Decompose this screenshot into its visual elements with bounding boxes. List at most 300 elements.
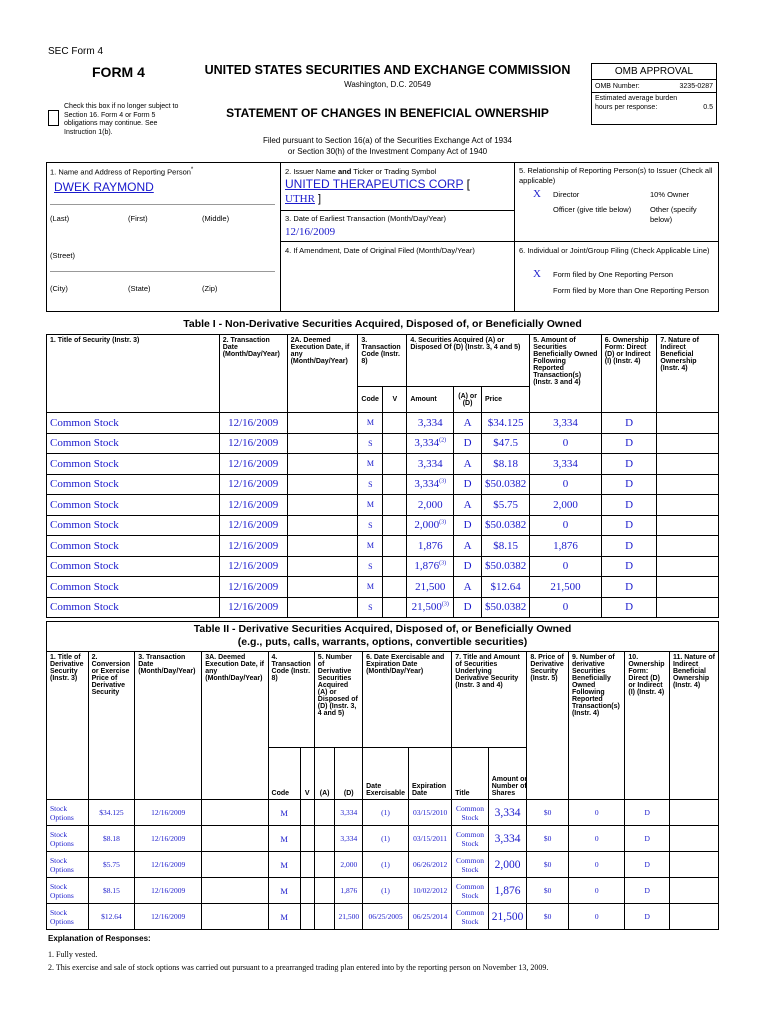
derivatives-owned: 0 <box>568 878 624 904</box>
t2-v: V <box>300 748 314 800</box>
owned-following: 1,876 <box>530 536 602 557</box>
table-row <box>47 433 719 454</box>
amount-cell <box>407 454 454 475</box>
footnote-ref: (3) <box>439 519 447 526</box>
amount-cell <box>407 474 454 495</box>
v-flag <box>300 878 314 904</box>
last-label: (Last) <box>50 214 70 223</box>
v-flag <box>383 454 407 475</box>
transaction-code: S <box>358 515 383 536</box>
nature-indirect <box>669 826 718 852</box>
deemed-date <box>287 454 358 475</box>
acquired <box>314 800 335 826</box>
footnote-ref: (3) <box>439 560 447 567</box>
t1-h2: 2. Transaction Date (Month/Day/Year) <box>219 335 287 413</box>
t1-amount: Amount <box>407 387 454 413</box>
footnote-ref: (2) <box>439 437 447 444</box>
amount: 21,500 <box>411 601 442 614</box>
expiration-date: 06/25/2014 <box>408 904 451 930</box>
ticker-symbol[interactable]: UTHR <box>285 193 315 205</box>
security-title: Common Stock <box>47 495 220 516</box>
derivatives-owned: 0 <box>568 800 624 826</box>
acquired-disposed: D <box>454 597 482 618</box>
derivatives-owned: 0 <box>568 826 624 852</box>
table-row <box>47 800 719 826</box>
transaction-date: 12/16/2009 <box>135 878 202 904</box>
acquired <box>314 826 335 852</box>
nature-indirect <box>657 556 719 577</box>
derivative-price: $0 <box>527 878 569 904</box>
deemed-date <box>202 852 268 878</box>
date-exercisable: (1) <box>363 852 409 878</box>
transaction-code: M <box>268 904 300 930</box>
underlying-title: Common Stock <box>452 800 488 826</box>
underlying-shares: 2,000 <box>488 852 527 878</box>
t2-h4: 4. Transaction Code (Instr. 8) <box>268 652 314 748</box>
nature-indirect <box>657 597 719 618</box>
security-title: Common Stock <box>47 597 220 618</box>
amount: 21,500 <box>415 580 446 593</box>
security-title: Common Stock <box>47 433 220 454</box>
acquired <box>314 878 335 904</box>
price: $12.64 <box>481 577 529 598</box>
exercise-price: $34.125 <box>88 800 135 826</box>
owned-following: 0 <box>530 597 602 618</box>
explanation-title: Explanation of Responses: <box>48 934 151 943</box>
box4-label: 4. If Amendment, Date of Original Filed (Month/Day/Year) <box>285 246 475 255</box>
ownership-form: D <box>625 852 670 878</box>
t2-amt-shares: Amount or Number of Shares <box>488 748 527 800</box>
derivative-title: Stock Options <box>47 800 89 826</box>
nature-indirect <box>669 904 718 930</box>
deemed-date <box>287 413 358 434</box>
t2-date-ex: Date Exercisable <box>363 748 409 800</box>
transaction-code: M <box>358 536 383 557</box>
nature-indirect <box>669 852 718 878</box>
t1-price: Price <box>481 387 529 413</box>
derivative-title: Stock Options <box>47 878 89 904</box>
exercise-price: $5.75 <box>88 852 135 878</box>
transaction-date: 12/16/2009 <box>219 577 287 598</box>
price: $34.125 <box>481 413 529 434</box>
deemed-date <box>202 800 268 826</box>
v-flag <box>300 800 314 826</box>
acquired-disposed: A <box>454 413 482 434</box>
amount-cell <box>407 577 454 598</box>
ownership-form: D <box>601 495 657 516</box>
amount-cell <box>407 495 454 516</box>
city-label: (City) <box>50 284 68 293</box>
disposed: 1,876 <box>335 878 363 904</box>
omb-number-label: OMB Number: <box>595 83 640 90</box>
date-exercisable: (1) <box>363 800 409 826</box>
footnote-ref: (3) <box>441 601 449 608</box>
underlying-title: Common Stock <box>452 852 488 878</box>
derivative-title: Stock Options <box>47 826 89 852</box>
owned-following: 0 <box>530 433 602 454</box>
amount: 3,334 <box>417 457 443 470</box>
derivatives-owned: 0 <box>568 904 624 930</box>
ownership-form: D <box>625 826 670 852</box>
issuer-name[interactable]: UNITED THERAPEUTICS CORP <box>285 177 464 191</box>
security-title: Common Stock <box>47 556 220 577</box>
form-title: FORM 4 <box>92 64 145 80</box>
transaction-code: S <box>358 556 383 577</box>
table-row <box>47 826 719 852</box>
amount-cell <box>407 413 454 434</box>
transaction-date: 12/16/2009 <box>135 800 202 826</box>
price: $8.15 <box>481 536 529 557</box>
ownership-form: D <box>601 577 657 598</box>
transaction-date: 12/16/2009 <box>219 454 287 475</box>
box2-label: 2. Issuer Name and Ticker or Trading Symbol <box>285 167 437 176</box>
price: $8.18 <box>481 454 529 475</box>
transaction-date: 12/16/2009 <box>219 515 287 536</box>
v-flag <box>383 536 407 557</box>
t1-h2a: 2A. Deemed Execution Date, if any (Month/Day/Year) <box>287 335 358 413</box>
ownership-form: D <box>625 878 670 904</box>
director-check[interactable]: X <box>533 188 541 200</box>
disposed: 3,334 <box>335 826 363 852</box>
transaction-date: 12/16/2009 <box>219 556 287 577</box>
t2-h1: 1. Title of Derivative Security (Instr. 3) <box>47 652 89 800</box>
amount: 3,334 <box>414 437 440 450</box>
ownership-form: D <box>625 800 670 826</box>
table-row <box>47 536 719 557</box>
t1-h6: 6. Ownership Form: Direct (D) or Indirect (I) (Instr. 4) <box>601 335 657 413</box>
security-title: Common Stock <box>47 515 220 536</box>
more-persons-label: Form filed by More than One Reporting Person <box>553 286 709 295</box>
table-row <box>47 474 719 495</box>
deemed-date <box>287 536 358 557</box>
table-row <box>47 556 719 577</box>
deemed-date <box>287 577 358 598</box>
acquired-disposed: A <box>454 495 482 516</box>
amount-cell <box>407 597 454 618</box>
deemed-date <box>287 556 358 577</box>
statement-title: STATEMENT OF CHANGES IN BENEFICIAL OWNERSHIP <box>226 106 549 120</box>
non-derivative-table <box>46 334 719 618</box>
nature-indirect <box>657 536 719 557</box>
hours-value: 0.5 <box>703 104 713 111</box>
underlying-shares: 3,334 <box>488 800 527 826</box>
expiration-date: 03/15/2010 <box>408 800 451 826</box>
transaction-code: S <box>358 474 383 495</box>
amount: 1,876 <box>414 560 440 573</box>
deemed-date <box>287 515 358 536</box>
t2-h10: 10. Ownership Form: Direct (D) or Indirect (I) (Instr. 4) <box>625 652 670 800</box>
t2-h6: 6. Date Exercisable and Expiration Date (Month/Day/Year) <box>363 652 452 748</box>
nature-indirect <box>669 878 718 904</box>
amount: 2,000 <box>417 498 443 511</box>
derivative-price: $0 <box>527 904 569 930</box>
transaction-date: 12/16/2009 <box>135 852 202 878</box>
acquired-disposed: D <box>454 556 482 577</box>
footnote-ref: (3) <box>439 478 447 485</box>
burden-label: Estimated average burden <box>595 95 678 102</box>
v-flag <box>383 413 407 434</box>
derivative-price: $0 <box>527 800 569 826</box>
table-row <box>47 413 719 434</box>
expiration-date: 03/15/2011 <box>408 826 451 852</box>
sec-form-label: SEC Form 4 <box>48 46 104 57</box>
underlying-title: Common Stock <box>452 904 488 930</box>
state-label: (State) <box>128 284 151 293</box>
deemed-date <box>287 495 358 516</box>
exercise-price: $12.64 <box>88 904 135 930</box>
amount-cell <box>407 556 454 577</box>
owned-following: 0 <box>530 556 602 577</box>
omb-approval-box <box>591 63 717 125</box>
table-row <box>47 454 719 475</box>
acquired-disposed: A <box>454 454 482 475</box>
no-longer-subject-checkbox[interactable] <box>48 110 59 126</box>
date-exercisable: 06/25/2005 <box>363 904 409 930</box>
transaction-date: 12/16/2009 <box>219 597 287 618</box>
omb-title: OMB APPROVAL <box>592 64 716 80</box>
amount: 3,334 <box>414 478 440 491</box>
table2-title: Table II - Derivative Securities Acquired, Disposed of, or Beneficially Owned <box>193 623 572 635</box>
t2-h8: 8. Price of Derivative Security (Instr. 5) <box>527 652 569 800</box>
acquired-disposed: D <box>454 433 482 454</box>
transaction-date: 12/16/2009 <box>135 826 202 852</box>
t2-d: (D) <box>335 748 363 800</box>
table-row <box>47 495 719 516</box>
t2-h3a: 3A. Deemed Execution Date, if any (Month/Day/Year) <box>202 652 268 800</box>
acquired-disposed: D <box>454 474 482 495</box>
nature-indirect <box>669 800 718 826</box>
underlying-title: Common Stock <box>452 826 488 852</box>
v-flag <box>383 495 407 516</box>
zip-label: (Zip) <box>202 284 218 293</box>
one-person-check[interactable]: X <box>533 268 541 280</box>
owned-following: 21,500 <box>530 577 602 598</box>
underlying-shares: 1,876 <box>488 878 527 904</box>
checkbox-instructions: Check this box if no longer subject to Section 16. Form 4 or Form 5 obligations may continue. See Instruction 1(b). <box>64 103 179 136</box>
commission-location: Washington, D.C. 20549 <box>344 80 431 89</box>
t2-h3: 3. Transaction Date (Month/Day/Year) <box>135 652 202 800</box>
deemed-date <box>202 904 268 930</box>
one-person-label: Form filed by One Reporting Person <box>553 270 674 279</box>
acquired-disposed: A <box>454 536 482 557</box>
nature-indirect <box>657 413 719 434</box>
exercise-price: $8.18 <box>88 826 135 852</box>
transaction-date: 12/16/2009 <box>219 536 287 557</box>
amount-cell <box>407 536 454 557</box>
underlying-shares: 3,334 <box>488 826 527 852</box>
acquired-disposed: D <box>454 515 482 536</box>
price: $50.0382 <box>481 597 529 618</box>
transaction-code: M <box>358 454 383 475</box>
ownership-form: D <box>601 474 657 495</box>
owned-following: 0 <box>530 474 602 495</box>
owned-following: 3,334 <box>530 413 602 434</box>
date-exercisable: (1) <box>363 826 409 852</box>
price: $47.5 <box>481 433 529 454</box>
hours-label: hours per response: <box>595 104 658 111</box>
table-row <box>47 904 719 930</box>
table-row <box>47 852 719 878</box>
director-label: Director <box>553 190 580 199</box>
ownership-form: D <box>601 433 657 454</box>
t2-title: Title <box>452 748 488 800</box>
v-flag <box>300 904 314 930</box>
reporting-person-name[interactable]: DWEK RAYMOND <box>54 180 154 194</box>
t1-code: Code <box>358 387 383 413</box>
box5-label: 5. Relationship of Reporting Person(s) to Issuer (Check all applicable) <box>519 166 713 185</box>
ownership-form: D <box>601 556 657 577</box>
t2-code: Code <box>268 748 300 800</box>
amount-cell <box>407 433 454 454</box>
derivative-table <box>46 651 719 930</box>
t2-h7: 7. Title and Amount of Securities Underlying Derivative Security (Instr. 3 and 4) <box>452 652 527 748</box>
disposed: 3,334 <box>335 800 363 826</box>
t1-h4: 4. Securities Acquired (A) or Disposed Of (D) (Instr. 3, 4 and 5) <box>407 335 530 387</box>
owned-following: 0 <box>530 515 602 536</box>
t1-h5: 5. Amount of Securities Beneficially Owned Following Reported Transaction(s) (Instr. 3 and 4) <box>530 335 602 413</box>
filed-pursuant-line2: or Section 30(h) of the Investment Company Act of 1940 <box>287 147 488 156</box>
expiration-date: 10/02/2012 <box>408 878 451 904</box>
v-flag <box>383 433 407 454</box>
ownership-form: D <box>625 904 670 930</box>
officer-label: Officer (give title below) <box>553 205 632 214</box>
footnote-1: 1. Fully vested. <box>48 950 98 959</box>
v-flag <box>383 515 407 536</box>
price: $5.75 <box>481 495 529 516</box>
date-exercisable: (1) <box>363 878 409 904</box>
other-label: Other (specify below) <box>650 205 697 224</box>
nature-indirect <box>657 515 719 536</box>
v-flag <box>300 826 314 852</box>
t2-h9: 9. Number of derivative Securities Beneficially Owned Following Reported Transaction(s) (Instr. 4) <box>568 652 624 800</box>
t2-h5: 5. Number of Derivative Securities Acquired (A) or Disposed of (D) (Instr. 3, 4 and 5) <box>314 652 362 748</box>
t2-exp: Expiration Date <box>408 748 451 800</box>
commission-title: UNITED STATES SECURITIES AND EXCHANGE COMMISSION <box>204 63 571 77</box>
nature-indirect <box>657 474 719 495</box>
security-title: Common Stock <box>47 454 220 475</box>
transaction-code: M <box>268 800 300 826</box>
middle-label: (Middle) <box>202 214 230 223</box>
street-label: (Street) <box>50 251 76 260</box>
ownership-form: D <box>601 454 657 475</box>
transaction-code: M <box>358 577 383 598</box>
t2-h11: 11. Nature of Indirect Beneficial Ownership (Instr. 4) <box>669 652 718 800</box>
security-title: Common Stock <box>47 413 220 434</box>
t2-h2: 2. Conversion or Exercise Price of Derivative Security <box>88 652 135 800</box>
derivative-price: $0 <box>527 826 569 852</box>
v-flag <box>383 597 407 618</box>
acquired-disposed: A <box>454 577 482 598</box>
security-title: Common Stock <box>47 474 220 495</box>
derivative-title: Stock Options <box>47 904 89 930</box>
table1-title: Table I - Non-Derivative Securities Acquired, Disposed of, or Beneficially Owned <box>183 318 582 330</box>
table-row <box>47 878 719 904</box>
table2-subtitle: (e.g., puts, calls, warrants, options, convertible securities) <box>237 636 528 648</box>
t2-a: (A) <box>314 748 335 800</box>
t1-ad: (A) or (D) <box>454 387 482 413</box>
price: $50.0382 <box>481 474 529 495</box>
ownership-form: D <box>601 413 657 434</box>
transaction-code: S <box>358 597 383 618</box>
expiration-date: 06/26/2012 <box>408 852 451 878</box>
transaction-code: M <box>268 878 300 904</box>
table-row <box>47 597 719 618</box>
box6-label: 6. Individual or Joint/Group Filing (Check Applicable Line) <box>519 246 710 255</box>
transaction-code: M <box>358 413 383 434</box>
derivative-title: Stock Options <box>47 852 89 878</box>
security-title: Common Stock <box>47 536 220 557</box>
transaction-date: 12/16/2009 <box>219 495 287 516</box>
derivatives-owned: 0 <box>568 852 624 878</box>
box1-label: 1. Name and Address of Reporting Person <box>50 167 191 177</box>
transaction-code: M <box>358 495 383 516</box>
t1-v: V <box>383 387 407 413</box>
transaction-code: M <box>268 852 300 878</box>
t1-h1: 1. Title of Security (Instr. 3) <box>47 335 220 413</box>
deemed-date <box>202 826 268 852</box>
acquired <box>314 852 335 878</box>
amount: 3,334 <box>417 416 443 429</box>
underlying-title: Common Stock <box>452 878 488 904</box>
underlying-shares: 21,500 <box>488 904 527 930</box>
earliest-transaction-date: 12/16/2009 <box>285 226 336 238</box>
t1-h3: 3. Transaction Code (Instr. 8) <box>358 335 407 387</box>
deemed-date <box>202 878 268 904</box>
amount: 1,876 <box>417 539 443 552</box>
derivative-price: $0 <box>527 852 569 878</box>
disposed: 21,500 <box>335 904 363 930</box>
acquired <box>314 904 335 930</box>
footnote-2: 2. This exercise and sale of stock options was carried out pursuant to a prearranged trading plan entered into by the reporting person on November 13, 2009. <box>48 963 549 972</box>
t1-h7: 7. Nature of Indirect Beneficial Ownership (Instr. 4) <box>657 335 719 413</box>
omb-number: 3235-0287 <box>679 83 713 90</box>
deemed-date <box>287 597 358 618</box>
owned-following: 2,000 <box>530 495 602 516</box>
ownership-form: D <box>601 515 657 536</box>
nature-indirect <box>657 577 719 598</box>
filed-pursuant-line1: Filed pursuant to Section 16(a) of the Securities Exchange Act of 1934 <box>262 136 513 145</box>
nature-indirect <box>657 495 719 516</box>
amount: 2,000 <box>414 519 440 532</box>
transaction-date: 12/16/2009 <box>219 413 287 434</box>
transaction-code: M <box>268 826 300 852</box>
v-flag <box>383 556 407 577</box>
v-flag <box>383 577 407 598</box>
transaction-date: 12/16/2009 <box>219 433 287 454</box>
owned-following: 3,334 <box>530 454 602 475</box>
security-title: Common Stock <box>47 577 220 598</box>
table-row <box>47 577 719 598</box>
transaction-date: 12/16/2009 <box>219 474 287 495</box>
ownership-form: D <box>601 536 657 557</box>
deemed-date <box>287 433 358 454</box>
exercise-price: $8.15 <box>88 878 135 904</box>
v-flag <box>300 852 314 878</box>
transaction-date: 12/16/2009 <box>135 904 202 930</box>
amount-cell <box>407 515 454 536</box>
disposed: 2,000 <box>335 852 363 878</box>
price: $50.0382 <box>481 515 529 536</box>
ten-pct-owner-label: 10% Owner <box>650 190 690 199</box>
deemed-date <box>287 474 358 495</box>
nature-indirect <box>657 454 719 475</box>
ownership-form: D <box>601 597 657 618</box>
table-row <box>47 515 719 536</box>
box3-label: 3. Date of Earliest Transaction (Month/Day/Year) <box>285 214 447 223</box>
first-label: (First) <box>128 214 148 223</box>
v-flag <box>383 474 407 495</box>
price: $50.0382 <box>481 556 529 577</box>
